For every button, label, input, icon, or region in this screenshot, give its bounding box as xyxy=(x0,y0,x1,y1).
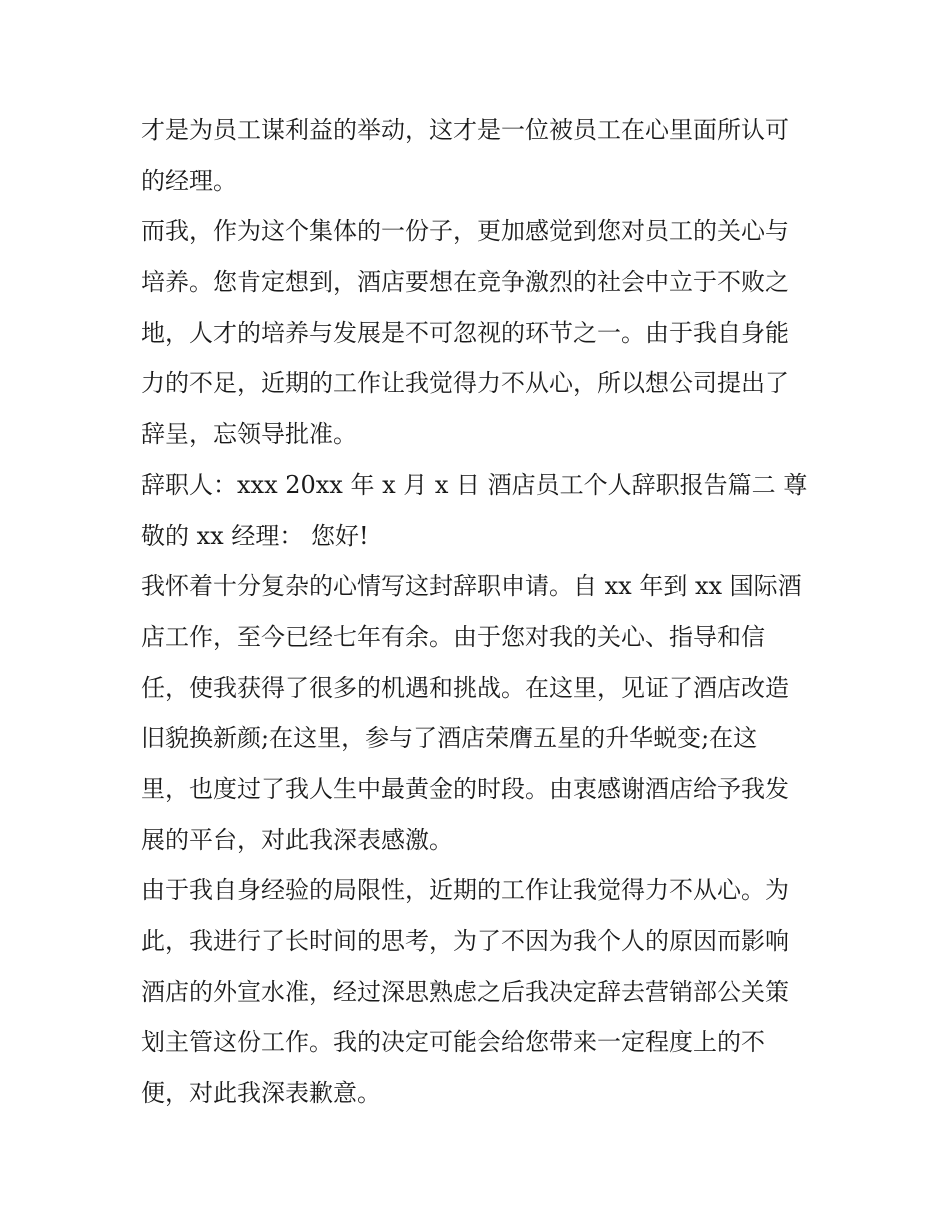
text-line: 的经理。 xyxy=(141,166,237,195)
text-line: 辞呈，忘领导批准。 xyxy=(141,420,357,449)
text-line: 旧貌换新颜;在这里，参与了酒店荣膺五星的升华蜕变;在这 xyxy=(141,724,758,753)
text-line: 里，也度过了我人生中最黄金的时段。由衷感谢酒店给予我发 xyxy=(141,774,789,803)
document-body xyxy=(141,105,821,1119)
text-line: 敬的 xx 经理： 您好! xyxy=(141,521,369,550)
text-line: 划主管这份工作。我的决定可能会给您带来一定程度上的不 xyxy=(141,1028,765,1057)
text-line: 任，使我获得了很多的机遇和挑战。在这里，见证了酒店改造 xyxy=(141,673,789,702)
text-line: 而我，作为这个集体的一份子，更加感觉到您对员工的关心与 xyxy=(141,217,789,246)
text-line: 地，人才的培养与发展是不可忽视的环节之一。由于我自身能 xyxy=(141,318,789,347)
text-line: 培养。您肯定想到，酒店要想在竞争激烈的社会中立于不败之 xyxy=(141,268,789,297)
text-line: 便，对此我深表歉意。 xyxy=(141,1079,381,1108)
text-line: 展的平台，对此我深表感激。 xyxy=(141,825,453,854)
text-line: 由于我自身经验的局限性，近期的工作让我觉得力不从心。为 xyxy=(141,876,789,905)
text-line: 辞职人：xxx 20xx 年 x 月 x 日 酒店员工个人辞职报告篇二 尊 xyxy=(141,470,808,499)
text-line: 我怀着十分复杂的心情写这封辞职申请。自 xx 年到 xx 国际酒 xyxy=(141,572,802,601)
text-line: 才是为员工谋利益的举动，这才是一位被员工在心里面所认可 xyxy=(141,116,789,144)
text-line: 店工作，至今已经七年有余。由于您对我的关心、指导和信 xyxy=(141,622,765,651)
text-line: 力的不足，近期的工作让我觉得力不从心，所以想公司提出了 xyxy=(141,369,789,398)
text-line: 此，我进行了长时间的思考，为了不因为我个人的原因而影响 xyxy=(141,927,789,955)
text-line: 酒店的外宣水准，经过深思熟虑之后我决定辞去营销部公关策 xyxy=(141,977,789,1006)
